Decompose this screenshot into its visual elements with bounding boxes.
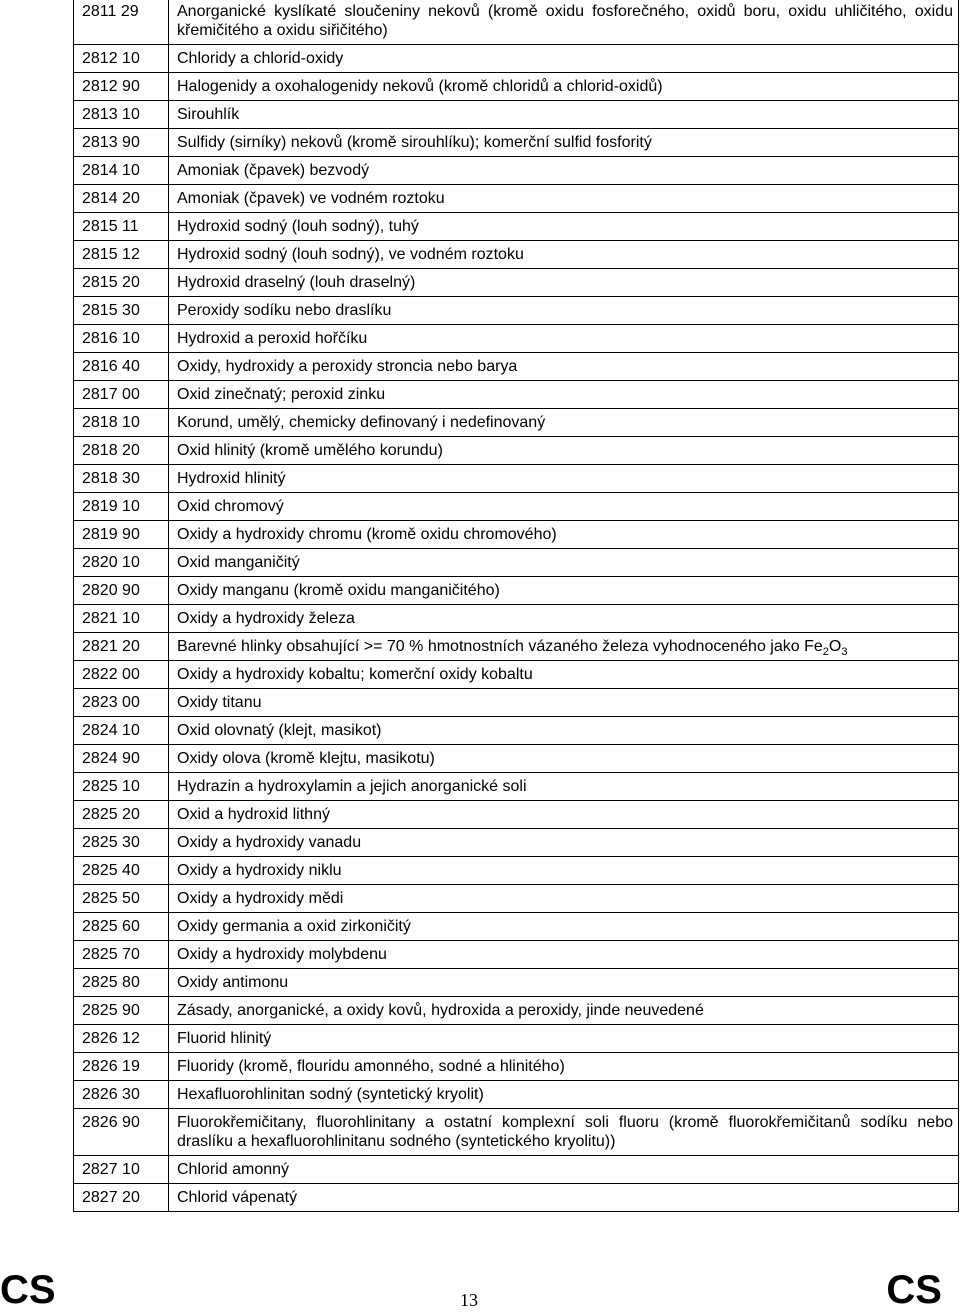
table-row xyxy=(74,997,959,1025)
table-row xyxy=(74,941,959,969)
cn-code-cell: 2816 40 xyxy=(74,353,169,381)
description-cell: Hydroxid sodný (louh sodný), ve vodném roztoku xyxy=(169,241,959,269)
cn-code-cell: 2818 30 xyxy=(74,465,169,493)
cn-code-cell: 2820 10 xyxy=(74,549,169,577)
cn-code-cell: 2825 30 xyxy=(74,829,169,857)
description-cell: Anorganické kyslíkaté sloučeniny nekovů (kromě oxidu fosforečného, oxidů boru, oxidu uhličitého, oxidu křemičitého a oxidu siřičitého) xyxy=(169,0,959,45)
page-number: 13 xyxy=(460,1290,478,1310)
table-row xyxy=(74,241,959,269)
cn-code-cell: 2817 00 xyxy=(74,381,169,409)
table-row xyxy=(74,689,959,717)
description-cell: Oxidy a hydroxidy molybdenu xyxy=(169,941,959,969)
formula-subscript: 2 xyxy=(822,646,829,659)
table-row xyxy=(74,717,959,745)
cn-code-cell: 2816 10 xyxy=(74,325,169,353)
cn-code-cell: 2824 90 xyxy=(74,745,169,773)
description-cell: Sulfidy (sirníky) nekovů (kromě sirouhlíku); komerční sulfid fosforitý xyxy=(169,129,959,157)
table-row xyxy=(74,297,959,325)
description-cell: Oxidy titanu xyxy=(169,689,959,717)
cn-code-cell: 2815 11 xyxy=(74,213,169,241)
description-cell: Korund, umělý, chemicky definovaný i nedefinovaný xyxy=(169,409,959,437)
description-cell: Amoniak (čpavek) ve vodném roztoku xyxy=(169,185,959,213)
cn-code-cell: 2826 12 xyxy=(74,1025,169,1053)
cn-code-cell: 2812 10 xyxy=(74,45,169,73)
table-row xyxy=(74,913,959,941)
table-row xyxy=(74,1081,959,1109)
table-row xyxy=(74,577,959,605)
cn-code-table xyxy=(73,0,959,1212)
description-cell: Hexafluorohlinitan sodný (syntetický kryolit) xyxy=(169,1081,959,1109)
table-row xyxy=(74,73,959,101)
cn-code-cell: 2826 30 xyxy=(74,1081,169,1109)
description-cell: Halogenidy a oxohalogenidy nekovů (kromě chloridů a chlorid-oxidů) xyxy=(169,73,959,101)
cn-code-cell: 2821 10 xyxy=(74,605,169,633)
description-cell: Fluorokřemičitany, fluorohlinitany a ostatní komplexní soli fluoru (kromě fluorokřemičitanů sodíku nebo draslíku a hexafluorohlinitanu sodného (syntetického kryolitu)) xyxy=(169,1109,959,1156)
cn-code-cell: 2826 90 xyxy=(74,1109,169,1156)
cn-code-cell: 2815 12 xyxy=(74,241,169,269)
cn-code-cell: 2819 90 xyxy=(74,521,169,549)
description-cell: Oxid olovnatý (klejt, masikot) xyxy=(169,717,959,745)
description-cell: Oxid chromový xyxy=(169,493,959,521)
cn-code-cell: 2827 10 xyxy=(74,1156,169,1184)
description-cell: Chloridy a chlorid-oxidy xyxy=(169,45,959,73)
table-row xyxy=(74,521,959,549)
description-cell xyxy=(169,633,959,661)
description-cell: Hydroxid draselný (louh draselný) xyxy=(169,269,959,297)
description-text: O xyxy=(828,638,842,655)
cn-code-cell: 2827 20 xyxy=(74,1184,169,1212)
cn-code-cell: 2825 50 xyxy=(74,885,169,913)
description-cell: Oxid hlinitý (kromě umělého korundu) xyxy=(169,437,959,465)
table-row xyxy=(74,773,959,801)
table-row xyxy=(74,661,959,689)
table-row xyxy=(74,857,959,885)
description-cell: Oxidy a hydroxidy chromu (kromě oxidu chromového) xyxy=(169,521,959,549)
description-cell: Hydroxid hlinitý xyxy=(169,465,959,493)
description-cell: Oxidy a hydroxidy kobaltu; komerční oxidy kobaltu xyxy=(169,661,959,689)
footer-language-right: CS xyxy=(886,1268,942,1312)
cn-code-cell: 2825 90 xyxy=(74,997,169,1025)
description-cell: Zásady, anorganické, a oxidy kovů, hydroxida a peroxidy, jinde neuvedené xyxy=(169,997,959,1025)
table-row xyxy=(74,633,959,661)
description-cell: Chlorid amonný xyxy=(169,1156,959,1184)
cn-code-cell: 2814 20 xyxy=(74,185,169,213)
table-row xyxy=(74,325,959,353)
table-row xyxy=(74,1109,959,1156)
description-cell: Hydroxid a peroxid hořčíku xyxy=(169,325,959,353)
cn-code-cell: 2825 70 xyxy=(74,941,169,969)
table-row xyxy=(74,745,959,773)
description-cell: Oxidy, hydroxidy a peroxidy stroncia nebo barya xyxy=(169,353,959,381)
table-row xyxy=(74,45,959,73)
cn-code-cell: 2813 90 xyxy=(74,129,169,157)
table-row xyxy=(74,353,959,381)
footer-language-left: CS xyxy=(0,1268,56,1312)
cn-code-cell: 2825 20 xyxy=(74,801,169,829)
cn-code-cell: 2815 20 xyxy=(74,269,169,297)
table-row xyxy=(74,213,959,241)
cn-code-cell: 2819 10 xyxy=(74,493,169,521)
table-row xyxy=(74,437,959,465)
description-cell: Fluoridy (kromě, flouridu amonného, sodné a hlinitého) xyxy=(169,1053,959,1081)
description-cell: Amoniak (čpavek) bezvodý xyxy=(169,157,959,185)
description-cell: Fluorid hlinitý xyxy=(169,1025,959,1053)
cn-code-cell: 2815 30 xyxy=(74,297,169,325)
cn-code-cell: 2825 60 xyxy=(74,913,169,941)
cn-code-cell: 2826 19 xyxy=(74,1053,169,1081)
description-cell: Peroxidy sodíku nebo draslíku xyxy=(169,297,959,325)
table-row xyxy=(74,549,959,577)
description-cell: Oxidy antimonu xyxy=(169,969,959,997)
cn-code-cell: 2825 10 xyxy=(74,773,169,801)
cn-code-cell: 2821 20 xyxy=(74,633,169,661)
cn-code-cell: 2818 10 xyxy=(74,409,169,437)
table-row xyxy=(74,409,959,437)
formula-subscript: 3 xyxy=(841,646,848,659)
description-cell: Oxidy a hydroxidy niklu xyxy=(169,857,959,885)
description-cell: Oxidy manganu (kromě oxidu manganičitého) xyxy=(169,577,959,605)
description-cell: Oxidy olova (kromě klejtu, masikotu) xyxy=(169,745,959,773)
description-cell: Oxidy a hydroxidy železa xyxy=(169,605,959,633)
table-row xyxy=(74,885,959,913)
description-cell: Oxid manganičitý xyxy=(169,549,959,577)
table-row xyxy=(74,0,959,45)
table-row xyxy=(74,493,959,521)
description-text: Barevné hlinky obsahující >= 70 % hmotnostních vázaného železa vyhodnoceného jako Fe xyxy=(177,638,823,655)
cn-code-cell: 2812 90 xyxy=(74,73,169,101)
table-row xyxy=(74,185,959,213)
table-row xyxy=(74,101,959,129)
table-row xyxy=(74,1025,959,1053)
table-row xyxy=(74,1156,959,1184)
table-row xyxy=(74,1053,959,1081)
description-cell: Oxidy germania a oxid zirkoničitý xyxy=(169,913,959,941)
table-row xyxy=(74,801,959,829)
description-cell: Chlorid vápenatý xyxy=(169,1184,959,1212)
cn-code-cell: 2814 10 xyxy=(74,157,169,185)
cn-code-cell: 2822 00 xyxy=(74,661,169,689)
cn-code-cell: 2811 29 xyxy=(74,0,169,45)
table-row xyxy=(74,605,959,633)
cn-code-cell: 2818 20 xyxy=(74,437,169,465)
cn-code-table-body xyxy=(74,0,959,1212)
description-cell: Hydroxid sodný (louh sodný), tuhý xyxy=(169,213,959,241)
cn-code-cell: 2820 90 xyxy=(74,577,169,605)
table-row xyxy=(74,829,959,857)
description-cell: Oxid a hydroxid lithný xyxy=(169,801,959,829)
table-row xyxy=(74,381,959,409)
cn-code-cell: 2825 80 xyxy=(74,969,169,997)
table-row xyxy=(74,1184,959,1212)
table-row xyxy=(74,465,959,493)
description-cell: Sirouhlík xyxy=(169,101,959,129)
description-cell: Oxid zinečnatý; peroxid zinku xyxy=(169,381,959,409)
cn-code-cell: 2813 10 xyxy=(74,101,169,129)
table-row xyxy=(74,969,959,997)
cn-code-cell: 2824 10 xyxy=(74,717,169,745)
table-row xyxy=(74,269,959,297)
cn-code-cell: 2825 40 xyxy=(74,857,169,885)
description-cell: Hydrazin a hydroxylamin a jejich anorganické soli xyxy=(169,773,959,801)
table-row xyxy=(74,157,959,185)
description-cell: Oxidy a hydroxidy mědi xyxy=(169,885,959,913)
cn-code-cell: 2823 00 xyxy=(74,689,169,717)
description-cell: Oxidy a hydroxidy vanadu xyxy=(169,829,959,857)
table-row xyxy=(74,129,959,157)
